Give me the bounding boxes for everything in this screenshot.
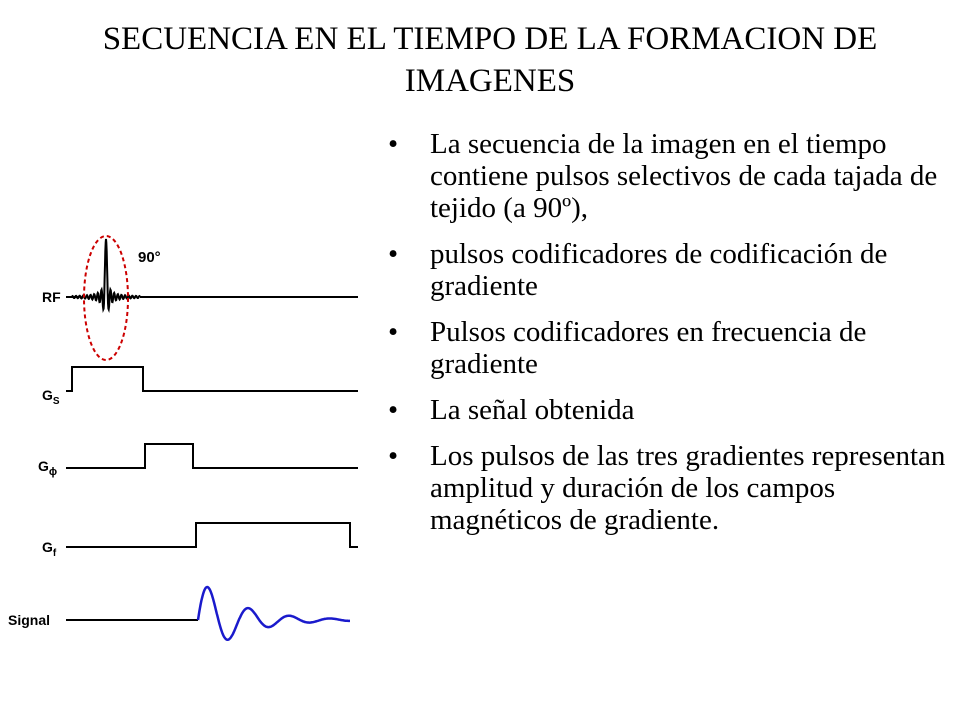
bullet-text: pulsos codificadores de codificación de gradiente (430, 238, 888, 302)
gf-pulse (66, 523, 358, 547)
gphi-pulse (66, 444, 358, 468)
bullet-text: Los pulsos de las tres gradientes representan amplitud y duración de los campos magnéticos de gradiente. (430, 440, 946, 536)
rf-label: RF (42, 289, 61, 305)
bullet-dot: • (388, 238, 399, 270)
bullet-text: La señal obtenida (430, 394, 635, 426)
bullet-item (388, 440, 948, 536)
signal-decay-wave (198, 587, 350, 640)
bullet-dot: • (388, 128, 399, 160)
gf-label: $G_f$ (42, 539, 57, 559)
bullet-item (388, 394, 948, 426)
bullet-dot: • (388, 316, 399, 348)
bullet-item (388, 238, 948, 302)
bullet-text: La secuencia de la imagen en el tiempo contiene pulsos selectivos de cada tajada de tejido (a 90º), (430, 128, 938, 224)
gphi-label: $G_\phi$ (38, 458, 58, 478)
angle-label: 90° (138, 249, 161, 266)
rf-sinc-pulse (72, 239, 140, 309)
bullet-dot: • (388, 394, 399, 426)
bullet-text: Pulsos codificadores en frecuencia de gradiente (430, 316, 867, 380)
gs-pulse (66, 367, 358, 391)
signal-label: Signal (8, 612, 51, 628)
bullet-list (388, 128, 948, 550)
slide-title: SECUENCIA EN EL TIEMPO DE LA FORMACION DE IMAGENES (102, 21, 878, 99)
bullet-dot: • (388, 440, 399, 472)
gs-label: $G_S$ (42, 387, 60, 407)
bullet-item (388, 316, 948, 380)
bullet-item (388, 128, 948, 224)
pulse-sequence-diagram (0, 225, 370, 665)
